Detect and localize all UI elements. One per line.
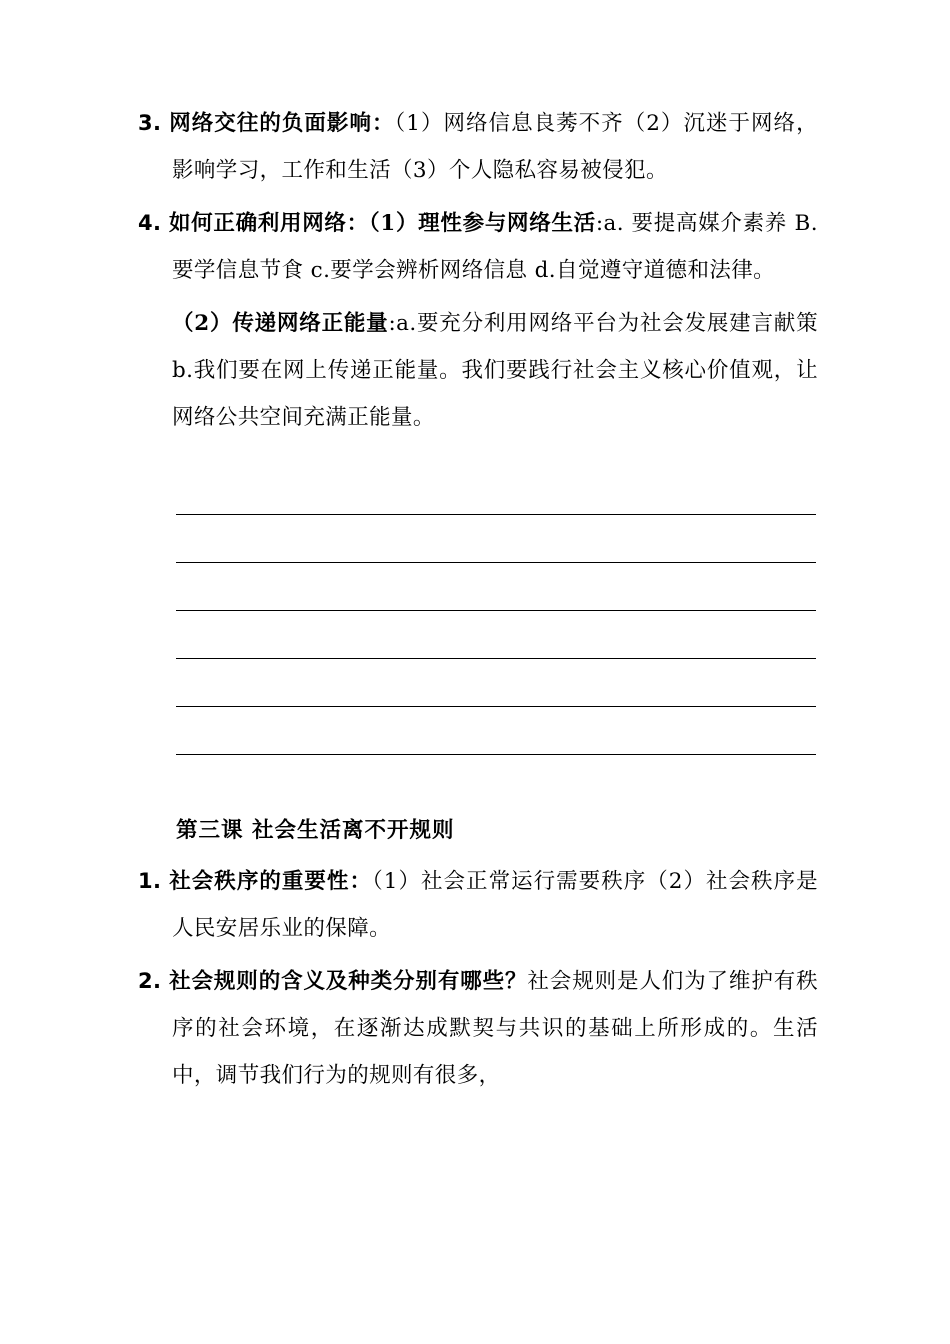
paragraph-text: （1）网络信息良莠不齐（2）沉迷于网络，影响学习，工作和生活（3）个人隐私容易被侵犯。: [172, 111, 818, 183]
blank-line: [176, 515, 816, 563]
list-number: 4.: [138, 211, 162, 235]
paragraph-heading: （2）传递网络正能量: [172, 311, 389, 336]
blank-line: [176, 707, 816, 755]
paragraph-item-1: [138, 858, 818, 952]
blank-line: [176, 467, 816, 515]
paragraph-heading: 社会秩序的重要性：: [169, 869, 372, 894]
paragraph-heading: 如何正确利用网络：（1）理性参与网络生活: [168, 211, 596, 236]
list-number: 2.: [138, 969, 162, 993]
paragraph-item-4b: [138, 300, 818, 441]
list-number: 1.: [138, 869, 162, 893]
paragraph-text: :a.要充分利用网络平台为社会发展建言献策 b.我们要在网上传递正能量。我们要践行社会主义核心价值观，让网络公共空间充满正能量。: [172, 311, 818, 430]
blank-line: [176, 563, 816, 611]
paragraph-text: 社会规则是人们为了维护有秩序的社会环境，在逐渐达成默契与共识的基础上所形成的。生活中，调节我们行为的规则有很多，: [172, 969, 819, 1088]
section-title: 第三课 社会生活离不开规则: [176, 818, 455, 843]
paragraph-text: :a. 要提高媒介素养 B.要学信息节食 c.要学会辨析网络信息 d.自觉遵守道德和法律。: [172, 211, 818, 283]
blank-line: [176, 611, 816, 659]
document-body: [138, 100, 818, 1099]
paragraph-item-3: [138, 100, 818, 194]
paragraph-heading: 社会规则的含义及种类分别有哪些？: [169, 969, 528, 994]
paragraph-text: （1）社会正常运行需要秩序（2）社会秩序是人民安居乐业的保障。: [172, 869, 818, 941]
paragraph-item-2: [138, 958, 818, 1099]
blank-line: [176, 659, 816, 707]
blank-answer-lines: [138, 467, 818, 755]
list-number: 3.: [138, 111, 162, 135]
paragraph-item-4: [138, 200, 818, 294]
paragraph-heading: 网络交往的负面影响：: [169, 111, 395, 136]
